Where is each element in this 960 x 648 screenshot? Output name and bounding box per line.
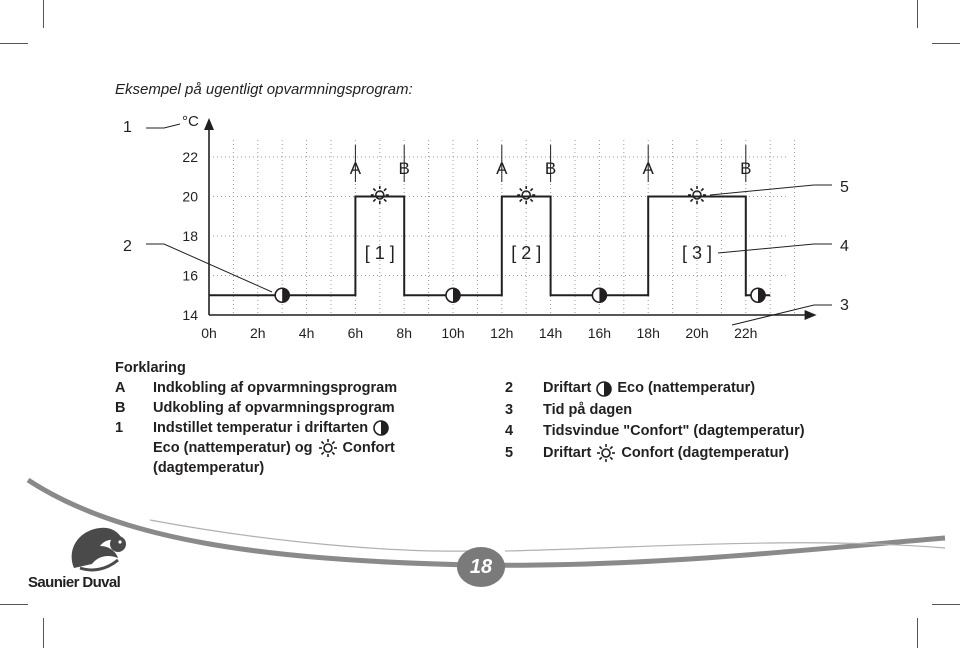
x-tick-label: 8h: [396, 325, 412, 341]
eco-moon-icon: [372, 419, 390, 437]
legend-item-1: 1 Indstillet temperatur i driftarten: [115, 418, 397, 438]
y-axis-arrow: [204, 118, 214, 130]
callout-number: 4: [840, 238, 849, 255]
legend-item-a: A Indkobling af opvarmningsprogram: [115, 380, 398, 396]
chart-labels: [182, 113, 757, 341]
y-axis-title: °C: [182, 113, 199, 130]
decorative-swoosh: [505, 543, 945, 551]
legend-right: [505, 378, 805, 464]
x-tick-label: 2h: [250, 325, 266, 341]
legend-item-5: 5 Driftart Confort (dagtemperatur): [505, 443, 805, 465]
sun-icon: [371, 186, 389, 204]
legend-item-1-cont2: (dagtemperatur): [153, 460, 265, 476]
marker-label-b: B: [544, 159, 557, 178]
legend-item-1-cont: Eco (nattemperatur) og Confort: [115, 438, 397, 458]
y-tick-label: 22: [182, 149, 198, 165]
legend-item-2: 2 Driftart Eco (nattemperatur): [505, 380, 756, 396]
x-tick-label: 0h: [201, 325, 217, 341]
callout-number: 2: [123, 238, 132, 255]
sun-icon: [517, 186, 535, 204]
y-tick-label: 18: [182, 228, 198, 244]
chart-axes: [204, 118, 817, 320]
chart-callouts: [123, 119, 849, 325]
page-number: 18: [457, 547, 505, 587]
sun-icon: [595, 442, 617, 464]
callout-number: 5: [840, 179, 849, 196]
marker-label-a: A: [642, 159, 654, 178]
legend-heading: Forklaring: [115, 360, 186, 376]
marker-label-b: B: [398, 159, 410, 178]
page-title: Eksempel på ugentligt opvarmningsprogram:: [115, 81, 413, 98]
window-label: [ 1 ]: [364, 243, 395, 263]
y-tick-label: 14: [182, 307, 198, 323]
eco-moon-icon: [592, 288, 606, 302]
eco-moon-icon: [751, 288, 765, 302]
marker-label-b: B: [740, 159, 752, 178]
eco-moon-icon: [275, 288, 289, 302]
x-tick-label: 22h: [734, 325, 758, 341]
x-tick-label: 6h: [347, 325, 364, 341]
sun-icon: [688, 186, 706, 204]
sun-icon: [317, 437, 339, 459]
callout-leader: [710, 185, 832, 195]
callout-number: 3: [840, 297, 849, 314]
legend-item-3: 3 Tid på dagen: [505, 401, 633, 418]
callout-leader: [146, 124, 180, 128]
y-tick-label: 16: [182, 267, 198, 284]
brand-name: Saunier Duval: [28, 574, 121, 591]
callout-leader: [718, 244, 832, 253]
chart-marks: [209, 145, 770, 302]
x-tick-label: 12h: [490, 325, 514, 341]
legend-item-4: 4 Tidsvindue "Confort" (dagtemperatur): [505, 423, 805, 439]
callout-number: 1: [123, 119, 132, 136]
x-tick-label: 14h: [538, 325, 563, 341]
legend-item-b: B Udkobling af opvarmningsprogram: [115, 400, 395, 416]
x-axis-arrow: [805, 310, 817, 320]
x-tick-label: 4h: [298, 325, 315, 341]
x-tick-label: 18h: [636, 325, 660, 341]
x-tick-label: 20h: [685, 325, 709, 341]
x-tick-label: 10h: [441, 325, 465, 341]
marker-label-a: A: [349, 159, 362, 178]
legend-left: [115, 358, 397, 478]
y-tick-label: 20: [182, 188, 198, 205]
bird-logo-icon: [72, 528, 126, 570]
marker-label-a: A: [496, 159, 508, 178]
eco-moon-icon: [595, 380, 613, 398]
x-tick-label: 16h: [587, 325, 612, 341]
window-label: [ 2 ]: [511, 243, 542, 263]
window-label: [ 3 ]: [681, 243, 713, 263]
eco-moon-icon: [446, 288, 460, 302]
decorative-swoosh: [150, 520, 470, 551]
